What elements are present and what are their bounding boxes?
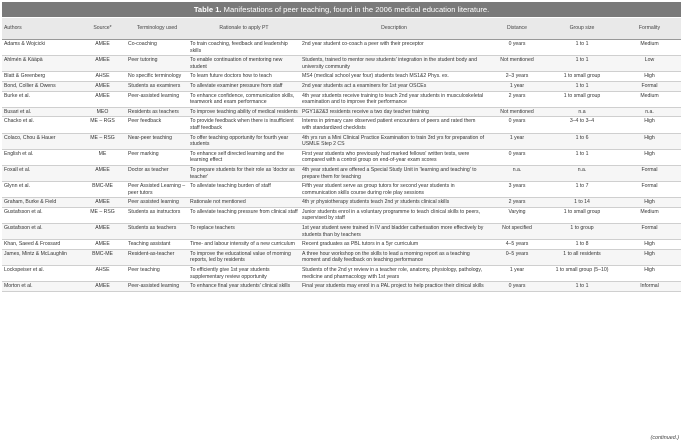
- cell-description: 2nd year students act a examiners for 1st year OSCEs: [300, 81, 488, 91]
- caption-text: Manifestations of peer teaching, found in the 2006 medical education literature.: [223, 5, 490, 14]
- cell-formality: High: [618, 133, 681, 149]
- cell-author: Foxall et al.: [2, 165, 79, 181]
- cell-distance: 3 years: [488, 182, 546, 198]
- cell-rationale: To prepare students for their role as 'doctor as teacher': [188, 165, 300, 181]
- cell-rationale: Time- and labour intensity of a new curriculum: [188, 240, 300, 250]
- cell-author: Adams & Wojcicki: [2, 40, 79, 56]
- cell-author: Burke et al.: [2, 91, 79, 107]
- cell-group-size: 1 to small group (5–10): [546, 266, 618, 282]
- cell-formality: Informal: [618, 282, 681, 292]
- cell-terminology: Co-coaching: [126, 40, 188, 56]
- cell-description: 4th yr physiotherapy students teach 2nd yr students clinical skills: [300, 198, 488, 208]
- cell-formality: Medium: [618, 40, 681, 56]
- cell-author: Blatt & Greenberg: [2, 72, 79, 82]
- cell-group-size: 1 to small group: [546, 72, 618, 82]
- cell-author: Chacko et al.: [2, 117, 79, 133]
- peer-teaching-table: [2, 18, 681, 292]
- table-row: [2, 40, 681, 56]
- cell-rationale: To enhance self directed learning and the learning effect: [188, 149, 300, 165]
- cell-author: Glynn et al.: [2, 182, 79, 198]
- cell-distance: 0 years: [488, 282, 546, 292]
- cell-group-size: n.a.: [546, 165, 618, 181]
- cell-description: 4th yrs run a Mini Clinical Practice Examination to train 3rd yrs for preparation of USMLE Step 2 CS: [300, 133, 488, 149]
- cell-rationale: To improve the educational value of morning reports, led by residents: [188, 249, 300, 265]
- cell-distance: Not mentioned: [488, 107, 546, 117]
- cell-formality: Medium: [618, 91, 681, 107]
- header-rationale: Rationale to apply PT: [188, 18, 300, 40]
- cell-source: AMEE: [79, 81, 126, 91]
- cell-group-size: 1 to group: [546, 224, 618, 240]
- cell-description: MS4 (medical school year four) students teach MS1&2 Phys. ex.: [300, 72, 488, 82]
- cell-description: 4th year students receive training to teach 2nd year students in musculoskeletal examination and to improve their performance: [300, 91, 488, 107]
- cell-distance: n.a.: [488, 165, 546, 181]
- cell-author: Lockspeiser et al.: [2, 266, 79, 282]
- cell-source: AMEE: [79, 40, 126, 56]
- cell-author: Khan, Saeed & Frossard: [2, 240, 79, 250]
- cell-group-size: 1 to small group: [546, 91, 618, 107]
- cell-terminology: Peer assisted learning: [126, 198, 188, 208]
- table-row: [2, 107, 681, 117]
- cell-distance: 0 years: [488, 117, 546, 133]
- cell-author: Gustafsson et al.: [2, 207, 79, 223]
- cell-distance: Varying: [488, 207, 546, 223]
- cell-group-size: 1 to 1: [546, 56, 618, 72]
- header-distance: Distance: [488, 18, 546, 40]
- cell-description: Fifth year student serve as group tutors for second year students in communication skills course during role play sessions: [300, 182, 488, 198]
- cell-formality: High: [618, 72, 681, 82]
- table-body: [2, 40, 681, 292]
- cell-source: AMEE: [79, 198, 126, 208]
- cell-group-size: 1 to 1: [546, 81, 618, 91]
- table-row: [2, 149, 681, 165]
- cell-formality: High: [618, 149, 681, 165]
- cell-distance: 0–5 years: [488, 249, 546, 265]
- cell-rationale: Rationale not mentioned: [188, 198, 300, 208]
- cell-terminology: Near-peer teaching: [126, 133, 188, 149]
- cell-terminology: Teaching assistant: [126, 240, 188, 250]
- table-row: [2, 207, 681, 223]
- cell-rationale: To offer teaching opportunity for fourth year students: [188, 133, 300, 149]
- cell-formality: Low: [618, 56, 681, 72]
- cell-description: Recent graduates as PBL tutors in a 5yr curriculum: [300, 240, 488, 250]
- cell-description: Students of the 2nd yr review in a teacher role, anatomy, physiology, pathology, medicine and pharmacology with 1st years: [300, 266, 488, 282]
- cell-author: Busari et al.: [2, 107, 79, 117]
- cell-distance: Not specified: [488, 224, 546, 240]
- cell-terminology: Residents as teachers: [126, 107, 188, 117]
- cell-formality: High: [618, 266, 681, 282]
- cell-formality: High: [618, 249, 681, 265]
- cell-rationale: To alleviate examiner pressure from staff: [188, 81, 300, 91]
- cell-description: 1st year student were trained in IV and bladder catherisation more effectively by students than by teachers: [300, 224, 488, 240]
- cell-description: Interns in primary care observed patient encounters of peers and rated them with standardized checklists: [300, 117, 488, 133]
- continued-note: (continued.): [650, 435, 679, 441]
- cell-description: PGY1&2&3 residents receive a two day teacher training: [300, 107, 488, 117]
- cell-group-size: 1 to 6: [546, 133, 618, 149]
- cell-terminology: No specific terminology: [126, 72, 188, 82]
- cell-formality: Medium: [618, 207, 681, 223]
- cell-source: AMEE: [79, 240, 126, 250]
- cell-distance: 2 years: [488, 198, 546, 208]
- cell-rationale: To train coaching, feedback and leadership skills: [188, 40, 300, 56]
- cell-group-size: 1 to 1: [546, 282, 618, 292]
- cell-rationale: To improve teaching ability of medical residents: [188, 107, 300, 117]
- cell-group-size: 1 to small group: [546, 207, 618, 223]
- cell-source: AMEE: [79, 282, 126, 292]
- cell-source: AMEE: [79, 56, 126, 72]
- cell-source: ME: [79, 149, 126, 165]
- cell-source: ME – RSG: [79, 207, 126, 223]
- cell-terminology: Resident-as-teacher: [126, 249, 188, 265]
- cell-distance: 0 years: [488, 149, 546, 165]
- table-row: [2, 56, 681, 72]
- cell-description: Final year students may enrol in a PAL project to help practice their clinical skills: [300, 282, 488, 292]
- cell-group-size: 3–4 to 3–4: [546, 117, 618, 133]
- cell-group-size: 1 to 8: [546, 240, 618, 250]
- table-caption: [2, 2, 681, 17]
- cell-rationale: To provide feedback when there is insufficient staff feedback: [188, 117, 300, 133]
- cell-author: Colaco, Chou & Hauer: [2, 133, 79, 149]
- cell-source: AMEE: [79, 224, 126, 240]
- cell-source: AMEE: [79, 91, 126, 107]
- cell-formality: High: [618, 240, 681, 250]
- cell-source: AMEE: [79, 165, 126, 181]
- cell-description: First year students who previously had marked fellows' written tests, were compared with a control group on end-of-year exam scores: [300, 149, 488, 165]
- cell-distance: Not mentioned: [488, 56, 546, 72]
- cell-group-size: 1 to all residents: [546, 249, 618, 265]
- cell-distance: 2–3 years: [488, 72, 546, 82]
- header-formality: Formality: [618, 18, 681, 40]
- cell-rationale: To enhance final year students' clinical skills: [188, 282, 300, 292]
- table-row: [2, 165, 681, 181]
- cell-terminology: Peer-assisted learning: [126, 282, 188, 292]
- table-row: [2, 198, 681, 208]
- cell-terminology: Peer feedback: [126, 117, 188, 133]
- cell-formality: High: [618, 117, 681, 133]
- cell-formality: Formal: [618, 224, 681, 240]
- cell-source: ME – RGS: [79, 117, 126, 133]
- cell-terminology: Peer Assisted Learning – peer tutors: [126, 182, 188, 198]
- cell-author: English et al.: [2, 149, 79, 165]
- cell-author: Bond, Collier & Owens: [2, 81, 79, 91]
- cell-distance: 2 years: [488, 91, 546, 107]
- table-row: [2, 266, 681, 282]
- cell-author: Gustafsson et al.: [2, 224, 79, 240]
- cell-rationale: To learn future doctors how to teach: [188, 72, 300, 82]
- cell-group-size: 1 to 14: [546, 198, 618, 208]
- header-authors: Authors: [2, 18, 79, 40]
- cell-terminology: Peer marking: [126, 149, 188, 165]
- table-row: [2, 182, 681, 198]
- cell-author: James, Mintz & McLaughlin: [2, 249, 79, 265]
- header-row: [2, 18, 681, 40]
- cell-description: Junior students enrol in a voluntary programme to teach clinical skills to peers, supervised by staff: [300, 207, 488, 223]
- cell-distance: 1 year: [488, 133, 546, 149]
- cell-terminology: Students as instructors: [126, 207, 188, 223]
- cell-terminology: Peer tutoring: [126, 56, 188, 72]
- cell-group-size: 1 to 7: [546, 182, 618, 198]
- cell-formality: High: [618, 198, 681, 208]
- header-terminology: Terminology used: [126, 18, 188, 40]
- cell-author: Morton et al.: [2, 282, 79, 292]
- cell-source: ME – RSG: [79, 133, 126, 149]
- cell-distance: 1 year: [488, 266, 546, 282]
- cell-author: Ahlmén & Kääpä: [2, 56, 79, 72]
- cell-terminology: Peer-assisted learning: [126, 91, 188, 107]
- cell-description: 4th year student are offered a Special Study Unit in 'learning and teaching' to prepare them for teaching: [300, 165, 488, 181]
- cell-rationale: To alleviate teaching burden of staff: [188, 182, 300, 198]
- cell-rationale: To efficiently give 1st year students supplementary review opportunity: [188, 266, 300, 282]
- cell-source: AHSE: [79, 266, 126, 282]
- cell-terminology: Peer teaching: [126, 266, 188, 282]
- cell-description: Students, trained to mentor new students' integration in the student body and university community: [300, 56, 488, 72]
- header-group-size: Group size: [546, 18, 618, 40]
- table-row: [2, 282, 681, 292]
- table-row: [2, 240, 681, 250]
- header-source: Source*: [79, 18, 126, 40]
- cell-source: MEO: [79, 107, 126, 117]
- cell-formality: Formal: [618, 165, 681, 181]
- table-row: [2, 72, 681, 82]
- cell-rationale: To alleviate teaching pressure from clinical staff: [188, 207, 300, 223]
- cell-source: BMC-ME: [79, 249, 126, 265]
- header-description: Description: [300, 18, 488, 40]
- table-row: [2, 91, 681, 107]
- cell-source: AHSE: [79, 72, 126, 82]
- table-row: [2, 224, 681, 240]
- table-row: [2, 117, 681, 133]
- cell-source: BMC-ME: [79, 182, 126, 198]
- cell-group-size: 1 to 1: [546, 149, 618, 165]
- table-row: [2, 249, 681, 265]
- cell-distance: 4–5 years: [488, 240, 546, 250]
- cell-author: Graham, Burke & Field: [2, 198, 79, 208]
- cell-formality: n.a.: [618, 107, 681, 117]
- cell-terminology: Doctor as teacher: [126, 165, 188, 181]
- cell-distance: 0 years: [488, 40, 546, 56]
- cell-group-size: 1 to 1: [546, 40, 618, 56]
- cell-formality: Formal: [618, 182, 681, 198]
- cell-description: A three hour workshop on the skills to lead a morning report as a teaching moment and daily feedback on teaching performance: [300, 249, 488, 265]
- cell-rationale: To enhance confidence, communication skills, teamwork and exam performance: [188, 91, 300, 107]
- cell-description: 2nd year student co-coach a peer with their preceptor: [300, 40, 488, 56]
- cell-rationale: To enable continuation of mentoring new student: [188, 56, 300, 72]
- cell-rationale: To replace teachers: [188, 224, 300, 240]
- cell-terminology: Students as teachers: [126, 224, 188, 240]
- table-row: [2, 81, 681, 91]
- cell-terminology: Students as examiners: [126, 81, 188, 91]
- cell-distance: 1 year: [488, 81, 546, 91]
- caption-label: Table 1.: [193, 5, 222, 14]
- cell-group-size: n.a: [546, 107, 618, 117]
- cell-formality: Formal: [618, 81, 681, 91]
- table-row: [2, 133, 681, 149]
